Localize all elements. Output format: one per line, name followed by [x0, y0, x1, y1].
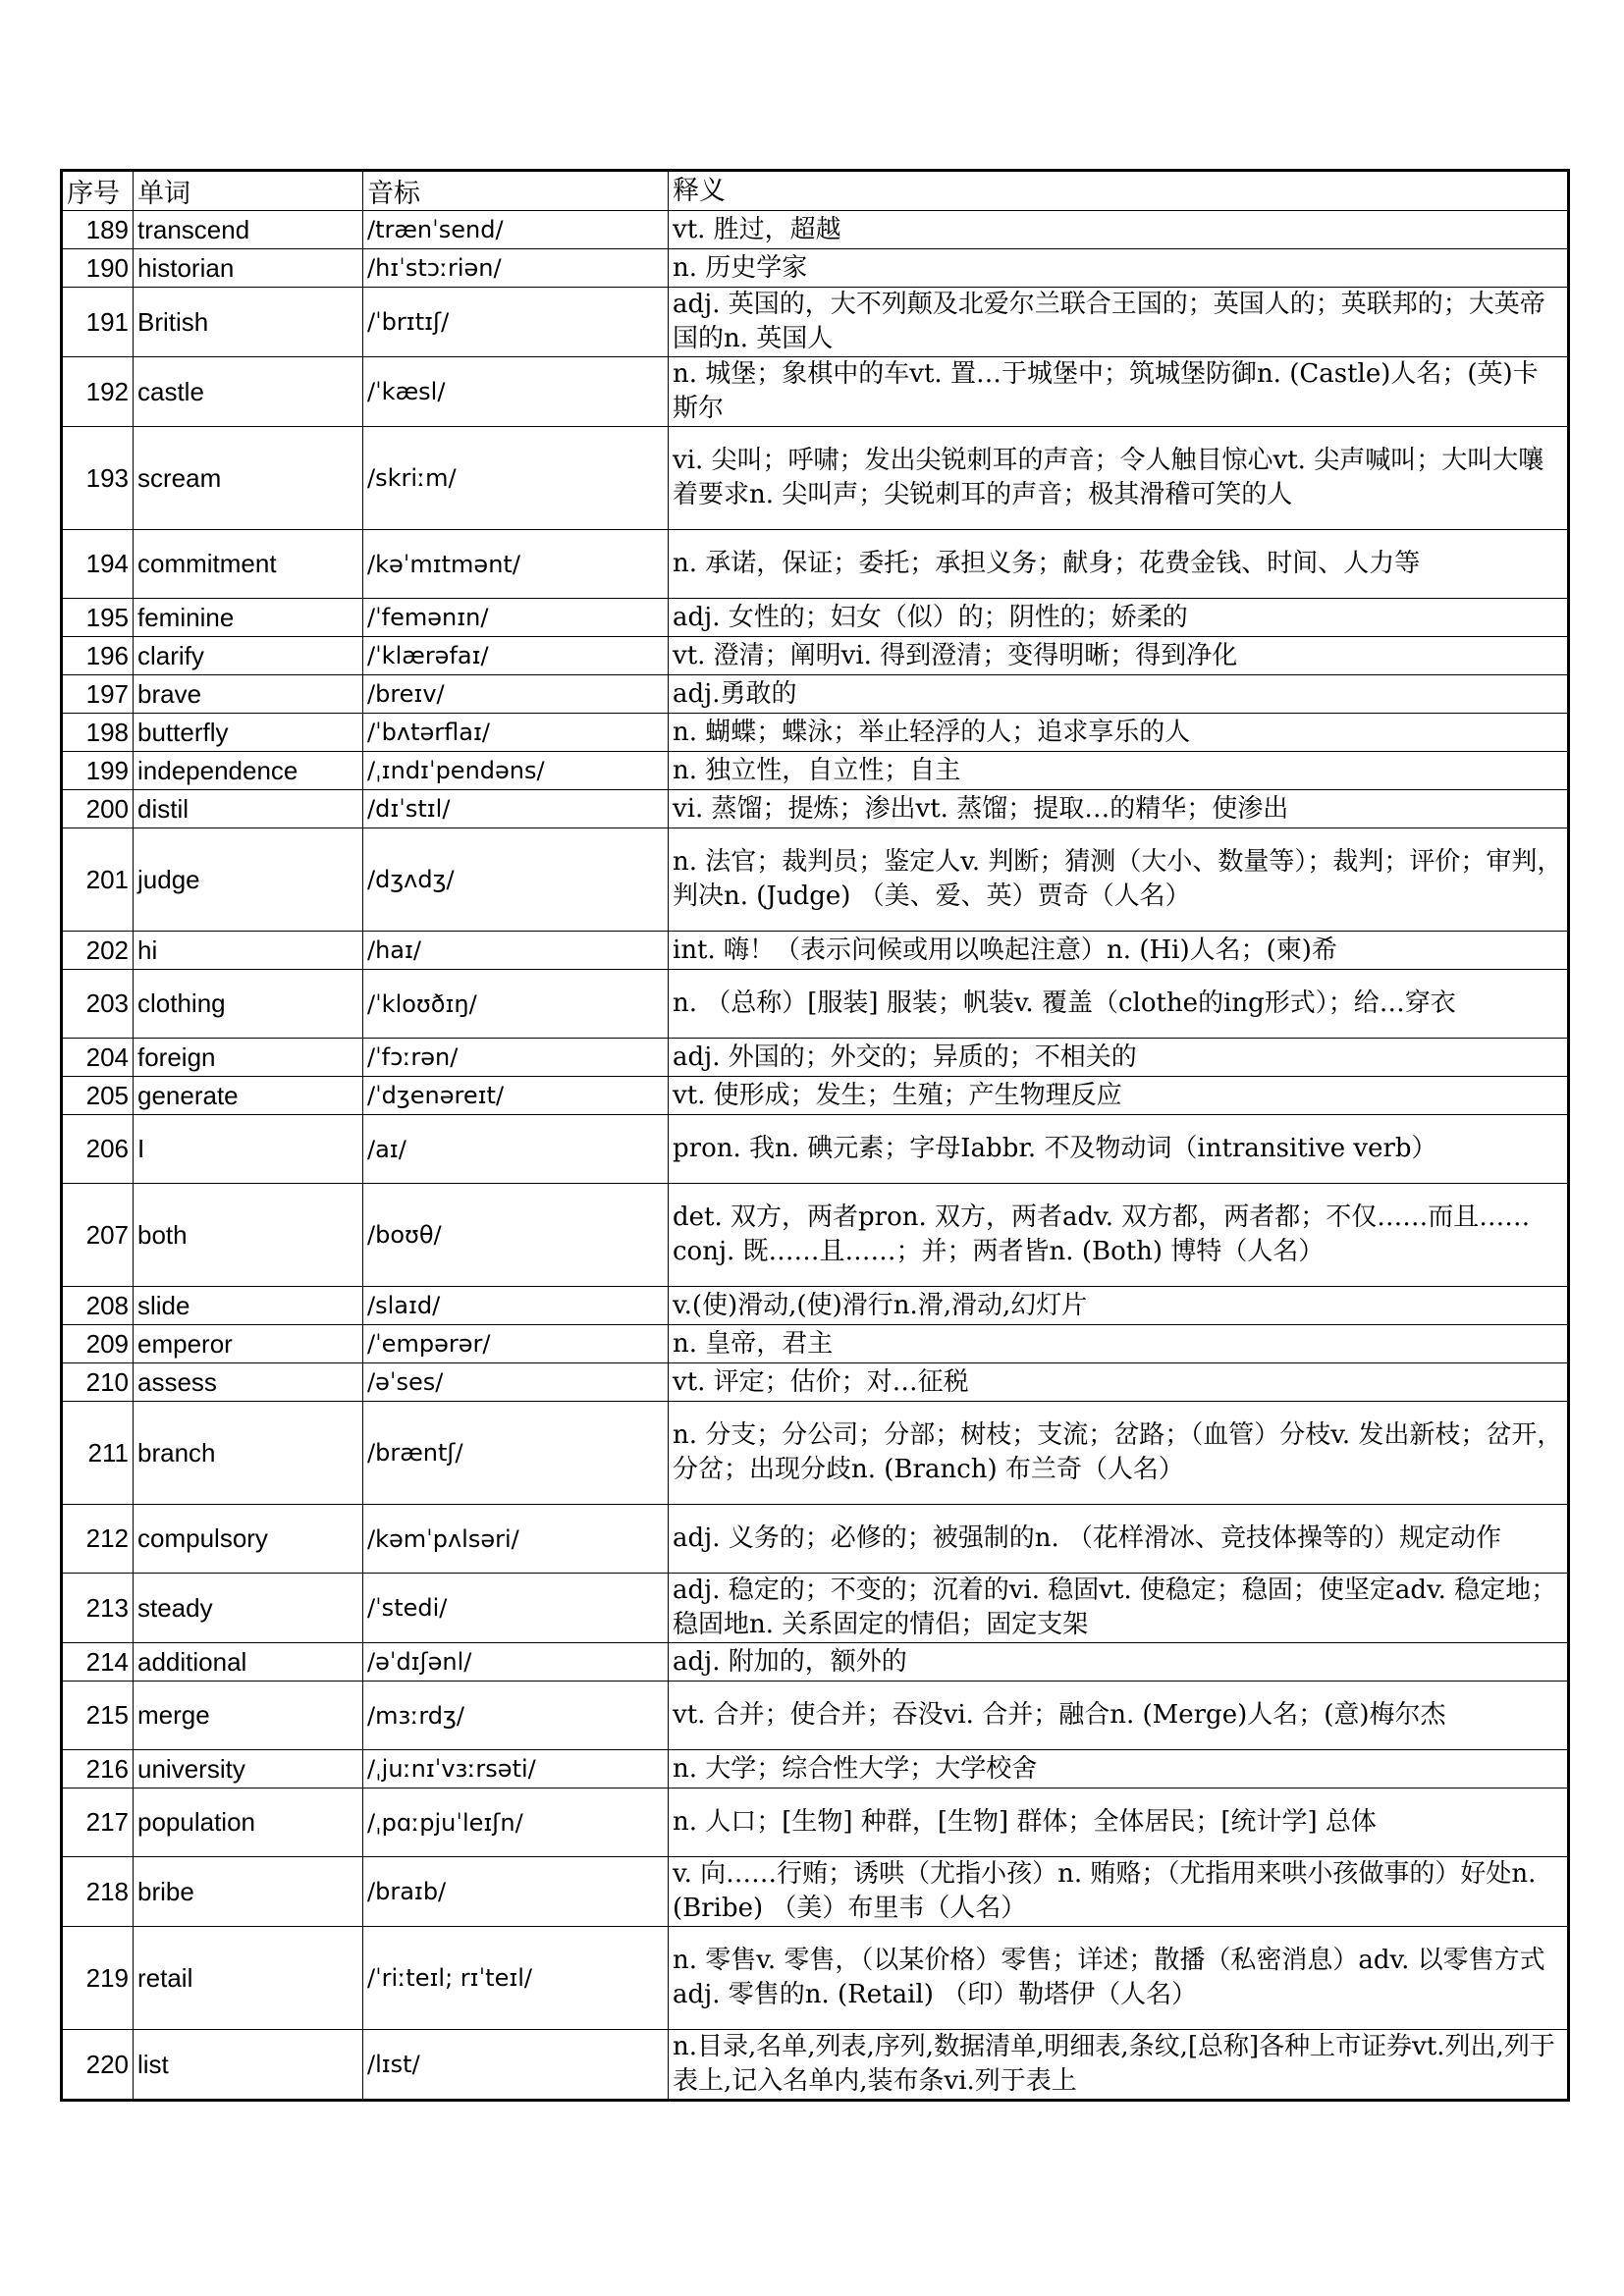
row-number: 200 — [62, 790, 134, 828]
row-number: 220 — [62, 2030, 134, 2101]
row-definition: n. 承诺，保证；委托；承担义务；献身；花费金钱、时间、人力等 — [669, 530, 1569, 599]
table-row — [62, 1857, 1569, 1927]
table-row — [62, 1325, 1569, 1363]
table-body — [62, 211, 1569, 2101]
row-definition: vi. 蒸馏；提炼；渗出vt. 蒸馏；提取…的精华；使渗出 — [669, 790, 1569, 828]
table-row — [62, 828, 1569, 932]
row-definition: vt. 使形成；发生；生殖；产生物理反应 — [669, 1077, 1569, 1115]
row-definition: n.目录,名单,列表,序列,数据清单,明细表,条纹,[总称]各种上市证券vt.列出,列于表上,记入名单内,装布条vi.列于表上 — [669, 2030, 1569, 2101]
row-number: 191 — [62, 288, 134, 357]
row-phonetic: /ˌɪndɪˈpendəns/ — [363, 752, 669, 790]
row-number: 202 — [62, 932, 134, 970]
row-phonetic: /hɪˈstɔːriən/ — [363, 249, 669, 288]
row-phonetic: /haɪ/ — [363, 932, 669, 970]
table-row — [62, 1077, 1569, 1115]
row-phonetic: /lɪst/ — [363, 2030, 669, 2101]
table-row — [62, 970, 1569, 1039]
row-definition: pron. 我n. 碘元素；字母Iabbr. 不及物动词（intransitive verb） — [669, 1115, 1569, 1184]
row-phonetic: /boʊθ/ — [363, 1184, 669, 1287]
row-word: brave — [134, 675, 363, 714]
row-number: 207 — [62, 1184, 134, 1287]
row-word: scream — [134, 427, 363, 530]
row-definition: n. 历史学家 — [669, 249, 1569, 288]
row-word: transcend — [134, 211, 363, 249]
row-number: 212 — [62, 1505, 134, 1574]
row-number: 215 — [62, 1682, 134, 1750]
row-phonetic: /ˈklærəfaɪ/ — [363, 637, 669, 675]
table-row — [62, 2030, 1569, 2101]
table-row — [62, 790, 1569, 828]
row-word: slide — [134, 1287, 363, 1325]
row-phonetic: /ˌjuːnɪˈvɜːrsəti/ — [363, 1750, 669, 1789]
table-row — [62, 1287, 1569, 1325]
row-number: 198 — [62, 714, 134, 752]
table-row — [62, 1505, 1569, 1574]
row-definition: vt. 澄清；阐明vi. 得到澄清；变得明晰；得到净化 — [669, 637, 1569, 675]
row-definition: adj. 外国的；外交的；异质的；不相关的 — [669, 1039, 1569, 1077]
row-word: emperor — [134, 1325, 363, 1363]
row-word: feminine — [134, 599, 363, 637]
row-word: assess — [134, 1363, 363, 1402]
row-word: steady — [134, 1574, 363, 1643]
row-phonetic: /braɪb/ — [363, 1857, 669, 1927]
row-number: 203 — [62, 970, 134, 1039]
row-number: 205 — [62, 1077, 134, 1115]
row-definition: n. 独立性，自立性；自主 — [669, 752, 1569, 790]
table-row — [62, 637, 1569, 675]
row-definition: n. 零售v. 零售，（以某价格）零售；详述；散播（私密消息）adv. 以零售方式adj. 零售的n. (Retail) （印）勒塔伊（人名） — [669, 1927, 1569, 2030]
row-word: clarify — [134, 637, 363, 675]
table-row — [62, 752, 1569, 790]
row-phonetic: /ˈempərər/ — [363, 1325, 669, 1363]
row-definition: n. 皇帝，君主 — [669, 1325, 1569, 1363]
table-row — [62, 1184, 1569, 1287]
row-phonetic: /trænˈsend/ — [363, 211, 669, 249]
table-row — [62, 1402, 1569, 1505]
row-definition: adj. 义务的；必修的；被强制的n. （花样滑冰、竞技体操等的）规定动作 — [669, 1505, 1569, 1574]
row-number: 196 — [62, 637, 134, 675]
row-number: 192 — [62, 357, 134, 427]
row-phonetic: /ˈdʒenəreɪt/ — [363, 1077, 669, 1115]
row-phonetic: /ˈkæsl/ — [363, 357, 669, 427]
row-phonetic: /slaɪd/ — [363, 1287, 669, 1325]
row-number: 214 — [62, 1643, 134, 1682]
row-definition: v. 向……行贿；诱哄（尤指小孩）n. 贿赂；（尤指用来哄小孩做事的）好处n. (Bribe) （美）布里韦（人名） — [669, 1857, 1569, 1927]
row-definition: vt. 评定；估价；对…征税 — [669, 1363, 1569, 1402]
table-row — [62, 932, 1569, 970]
row-definition: det. 双方，两者pron. 双方，两者adv. 双方都，两者都；不仅……而且……conj. 既……且……；并；两者皆n. (Both) 博特（人名） — [669, 1184, 1569, 1287]
row-word: I — [134, 1115, 363, 1184]
table-row — [62, 357, 1569, 427]
row-definition: n. 蝴蝶；蝶泳；举止轻浮的人；追求享乐的人 — [669, 714, 1569, 752]
row-definition: adj. 附加的，额外的 — [669, 1643, 1569, 1682]
row-phonetic: /aɪ/ — [363, 1115, 669, 1184]
row-number: 211 — [62, 1402, 134, 1505]
row-number: 209 — [62, 1325, 134, 1363]
row-number: 197 — [62, 675, 134, 714]
row-word: commitment — [134, 530, 363, 599]
row-phonetic: /ˈstedi/ — [363, 1574, 669, 1643]
row-word: merge — [134, 1682, 363, 1750]
row-phonetic: /dɪˈstɪl/ — [363, 790, 669, 828]
row-definition: vt. 胜过，超越 — [669, 211, 1569, 249]
row-word: British — [134, 288, 363, 357]
header-phonetic: 音标 — [363, 171, 669, 211]
row-definition: int. 嗨！（表示问候或用以唤起注意）n. (Hi)人名；(柬)希 — [669, 932, 1569, 970]
row-number: 201 — [62, 828, 134, 932]
table-row — [62, 288, 1569, 357]
row-word: historian — [134, 249, 363, 288]
header-number: 序号 — [62, 171, 134, 211]
row-phonetic: /əˈdɪʃənl/ — [363, 1643, 669, 1682]
row-phonetic: /bræntʃ/ — [363, 1402, 669, 1505]
row-definition: v.(使)滑动,(使)滑行n.滑,滑动,幻灯片 — [669, 1287, 1569, 1325]
row-phonetic: /ˈfemənɪn/ — [363, 599, 669, 637]
row-definition: n. 大学；综合性大学；大学校舍 — [669, 1750, 1569, 1789]
row-word: foreign — [134, 1039, 363, 1077]
row-word: butterfly — [134, 714, 363, 752]
row-word: judge — [134, 828, 363, 932]
row-number: 189 — [62, 211, 134, 249]
row-phonetic: /ˈbrɪtɪʃ/ — [363, 288, 669, 357]
row-word: both — [134, 1184, 363, 1287]
table-row — [62, 1750, 1569, 1789]
row-number: 194 — [62, 530, 134, 599]
vocabulary-table — [60, 169, 1570, 2102]
row-phonetic: /ˌpɑːpjuˈleɪʃn/ — [363, 1789, 669, 1857]
row-number: 216 — [62, 1750, 134, 1789]
row-number: 208 — [62, 1287, 134, 1325]
row-number: 195 — [62, 599, 134, 637]
row-definition: n. （总称）[服装] 服装；帆装v. 覆盖（clothe的ing形式）；给…穿衣 — [669, 970, 1569, 1039]
row-word: university — [134, 1750, 363, 1789]
row-phonetic: /ˈfɔːrən/ — [363, 1039, 669, 1077]
row-word: clothing — [134, 970, 363, 1039]
table-row — [62, 599, 1569, 637]
row-definition: adj.勇敢的 — [669, 675, 1569, 714]
table-row — [62, 675, 1569, 714]
row-definition: vi. 尖叫；呼啸；发出尖锐刺耳的声音；令人触目惊心vt. 尖声喊叫；大叫大嚷着要求n. 尖叫声；尖锐刺耳的声音；极其滑稽可笑的人 — [669, 427, 1569, 530]
row-number: 199 — [62, 752, 134, 790]
row-phonetic: /kəmˈpʌlsəri/ — [363, 1505, 669, 1574]
table-row — [62, 530, 1569, 599]
row-word: distil — [134, 790, 363, 828]
row-word: generate — [134, 1077, 363, 1115]
row-number: 204 — [62, 1039, 134, 1077]
row-word: retail — [134, 1927, 363, 2030]
row-word: additional — [134, 1643, 363, 1682]
row-phonetic: /breɪv/ — [363, 675, 669, 714]
row-phonetic: /kəˈmɪtmənt/ — [363, 530, 669, 599]
row-phonetic: /ˈriːteɪl; rɪˈteɪl/ — [363, 1927, 669, 2030]
row-number: 210 — [62, 1363, 134, 1402]
row-number: 193 — [62, 427, 134, 530]
table-row — [62, 714, 1569, 752]
table-row — [62, 211, 1569, 249]
table-row — [62, 1789, 1569, 1857]
header-definition: 释义 — [669, 171, 1569, 211]
row-word: castle — [134, 357, 363, 427]
row-phonetic: /mɜːrdʒ/ — [363, 1682, 669, 1750]
row-definition: adj. 稳定的；不变的；沉着的vi. 稳固vt. 使稳定；稳固；使坚定adv. 稳定地；稳固地n. 关系固定的情侣；固定支架 — [669, 1574, 1569, 1643]
table-row — [62, 1682, 1569, 1750]
row-phonetic: /ˈkloʊðɪŋ/ — [363, 970, 669, 1039]
row-number: 213 — [62, 1574, 134, 1643]
table-row — [62, 1115, 1569, 1184]
table-row — [62, 1363, 1569, 1402]
row-word: list — [134, 2030, 363, 2101]
row-word: branch — [134, 1402, 363, 1505]
row-definition: n. 法官；裁判员；鉴定人v. 判断；猜测（大小、数量等）；裁判；评价；审判，判决n. (Judge) （美、爱、英）贾奇（人名） — [669, 828, 1569, 932]
row-definition: n. 分支；分公司；分部；树枝；支流；岔路；（血管）分枝v. 发出新枝；岔开，分岔；出现分歧n. (Branch) 布兰奇（人名） — [669, 1402, 1569, 1505]
row-phonetic: /skriːm/ — [363, 427, 669, 530]
table-row — [62, 1643, 1569, 1682]
row-number: 206 — [62, 1115, 134, 1184]
row-definition: adj. 英国的，大不列颠及北爱尔兰联合王国的；英国人的；英联邦的；大英帝国的n. 英国人 — [669, 288, 1569, 357]
table-row — [62, 249, 1569, 288]
row-number: 217 — [62, 1789, 134, 1857]
row-number: 219 — [62, 1927, 134, 2030]
row-word: bribe — [134, 1857, 363, 1927]
row-phonetic: /dʒʌdʒ/ — [363, 828, 669, 932]
header-word: 单词 — [134, 171, 363, 211]
row-phonetic: /ˈbʌtərflaɪ/ — [363, 714, 669, 752]
row-word: hi — [134, 932, 363, 970]
row-word: population — [134, 1789, 363, 1857]
table-row — [62, 427, 1569, 530]
table-row — [62, 1927, 1569, 2030]
row-number: 190 — [62, 249, 134, 288]
table-row — [62, 1039, 1569, 1077]
row-word: independence — [134, 752, 363, 790]
table-row — [62, 1574, 1569, 1643]
row-definition: vt. 合并；使合并；吞没vi. 合并；融合n. (Merge)人名；(意)梅尔杰 — [669, 1682, 1569, 1750]
row-definition: n. 城堡；象棋中的车vt. 置…于城堡中；筑城堡防御n. (Castle)人名；(英)卡斯尔 — [669, 357, 1569, 427]
row-phonetic: /əˈses/ — [363, 1363, 669, 1402]
row-number: 218 — [62, 1857, 134, 1927]
row-definition: n. 人口；[生物] 种群，[生物] 群体；全体居民；[统计学] 总体 — [669, 1789, 1569, 1857]
row-definition: adj. 女性的；妇女（似）的；阴性的；娇柔的 — [669, 599, 1569, 637]
header-row — [62, 171, 1569, 211]
row-word: compulsory — [134, 1505, 363, 1574]
